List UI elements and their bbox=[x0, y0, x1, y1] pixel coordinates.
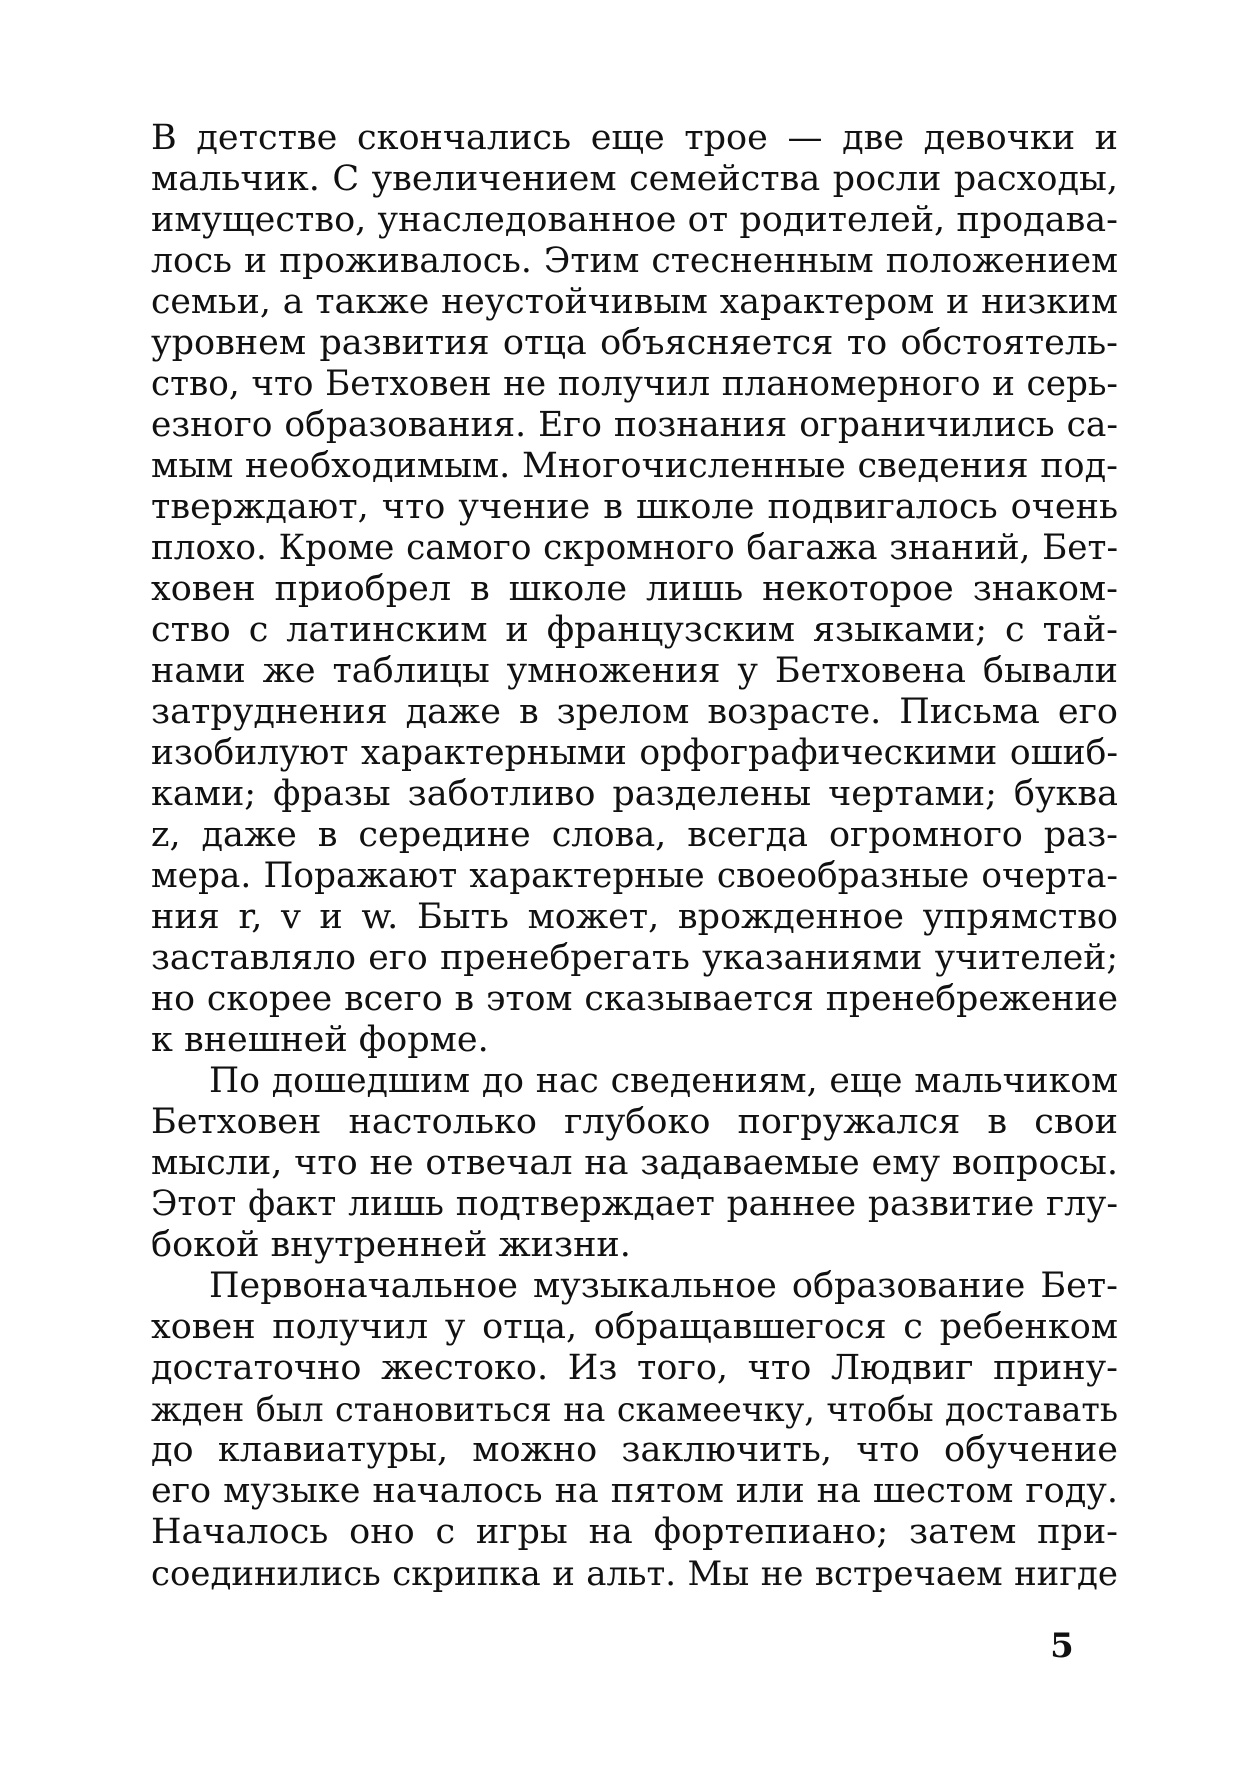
text-line: Бетховен настолько глубоко погружался в свои bbox=[151, 1102, 1118, 1142]
text-line: заставляло его пренебрегать указаниями учителей; bbox=[151, 938, 1118, 978]
text-line: мальчик. С увеличением семейства росли расходы, bbox=[151, 159, 1118, 199]
text-line: нами же таблицы умножения у Бетховена бывали bbox=[151, 651, 1118, 691]
text-line: ство, что Бетховен не получил планомерного и серь- bbox=[151, 364, 1118, 404]
text-line: уровнем развития отца объясняется то обстоятель- bbox=[151, 323, 1118, 363]
text-line: ками; фразы заботливо разделены чертами; буква bbox=[151, 774, 1118, 814]
text-line: ховен приобрел в школе лишь некоторое знаком- bbox=[151, 569, 1118, 609]
text-line: мым необходимым. Многочисленные сведения под- bbox=[151, 446, 1118, 486]
text-line: жден был становиться на скамеечку, чтобы доставать bbox=[151, 1390, 1118, 1429]
text-line: имущество, унаследованное от родителей, продава- bbox=[151, 200, 1118, 240]
text-line: его музыке началось на пятом или на шестом году. bbox=[151, 1471, 1118, 1511]
text-line: Началось оно с игры на фортепиано; затем при- bbox=[151, 1512, 1118, 1552]
text-line: соединились скрипка и альт. Мы не встречаем нигде bbox=[151, 1554, 1118, 1593]
text-line: лось и проживалось. Этим стесненным положением bbox=[151, 241, 1118, 281]
text-line: к внешней форме. bbox=[151, 1020, 489, 1060]
text-line: тверждают, что учение в школе подвигалось очень bbox=[151, 487, 1118, 527]
page-number: 5 bbox=[1050, 1626, 1074, 1666]
text-line: достаточно жестоко. Из того, что Людвиг прину- bbox=[151, 1348, 1118, 1388]
text-line: семьи, а также неустойчивым характером и низким bbox=[151, 282, 1118, 322]
text-line: до клавиатуры, можно заключить, что обучение bbox=[151, 1430, 1118, 1470]
text-line: ховен получил у отца, обращавшегося с ребенком bbox=[151, 1307, 1118, 1347]
text-line: ния r, v и w. Быть может, врожденное упрямство bbox=[151, 897, 1118, 937]
text-line: Этот факт лишь подтверждает раннее развитие глу- bbox=[151, 1184, 1118, 1224]
text-line: но скорее всего в этом сказывается пренебрежение bbox=[151, 979, 1118, 1019]
text-line: изобилуют характерными орфографическими ошиб- bbox=[151, 733, 1118, 773]
text-line: z, даже в середине слова, всегда огромного раз- bbox=[151, 815, 1118, 855]
text-line: затруднения даже в зрелом возрасте. Письма его bbox=[151, 692, 1118, 732]
text-line: мера. Поражают характерные своеобразные очерта- bbox=[151, 856, 1118, 896]
text-line: езного образования. Его познания ограничились са- bbox=[151, 405, 1118, 445]
text-line: ство с латинским и французским языками; с тай- bbox=[151, 610, 1118, 650]
body-text bbox=[151, 118, 1118, 1594]
text-line: В детстве скончались еще трое — две девочки и bbox=[151, 118, 1118, 158]
text-line: По дошедшим до нас сведениям, еще мальчиком bbox=[209, 1061, 1118, 1101]
text-line: Первоначальное музыкальное образование Бет- bbox=[209, 1266, 1118, 1306]
text-line: мысли, что не отвечал на задаваемые ему вопросы. bbox=[151, 1143, 1118, 1183]
text-line: плохо. Кроме самого скромного багажа знаний, Бет- bbox=[151, 528, 1118, 568]
text-line: бокой внутренней жизни. bbox=[151, 1225, 631, 1265]
